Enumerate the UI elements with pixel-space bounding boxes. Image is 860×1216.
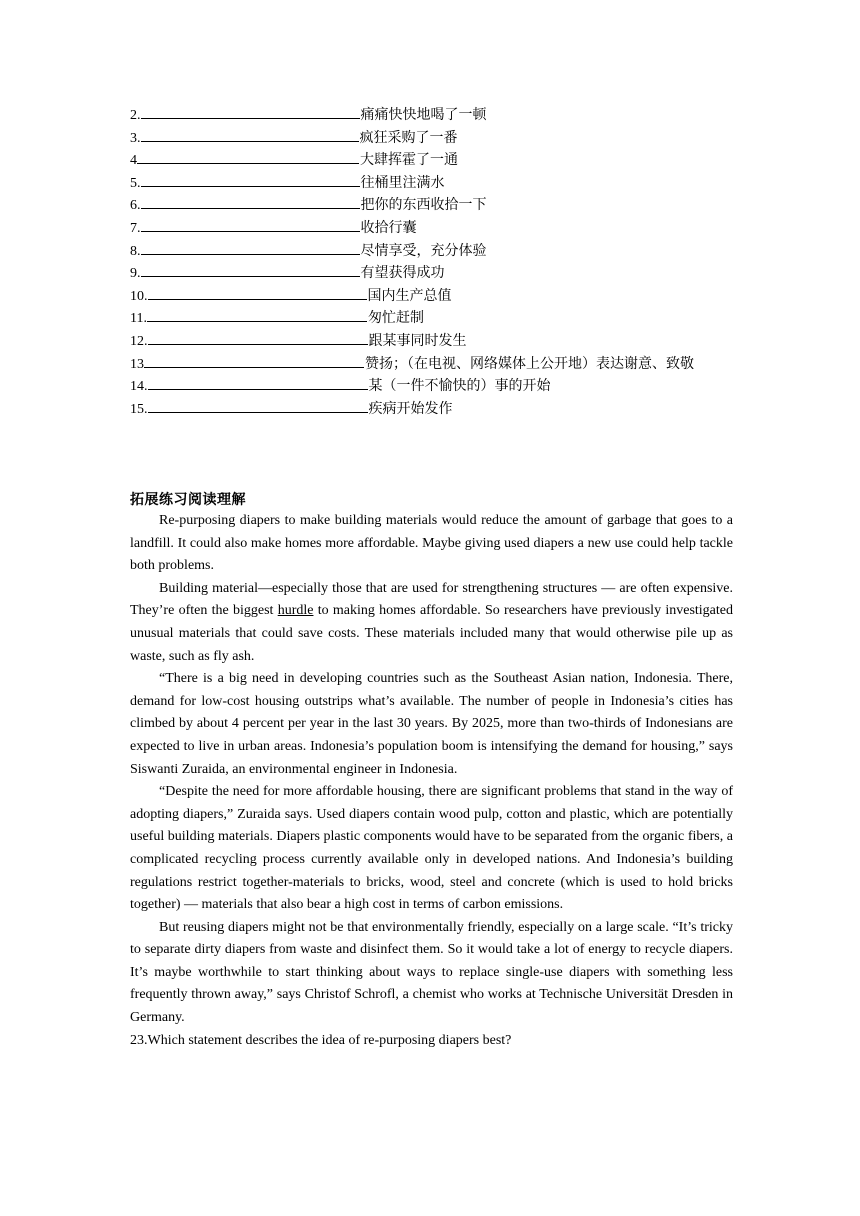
answer-blank[interactable]: [141, 172, 360, 187]
vocab-item: [130, 285, 750, 308]
item-number: 4: [130, 153, 137, 169]
vocab-item: [130, 353, 750, 376]
item-number: 11.: [130, 311, 147, 327]
answer-blank[interactable]: [141, 104, 360, 119]
paragraph: “There is a big need in developing countries such as the Southeast Asian nation, Indonesia. There, demand for low-cost housing outstrips what’s available. The number of people in Indonesia’s cities has climbed by about 4 percent per year in the last 30 years. By 2025, more than two-thirds of Indonesians are expected to live in urban areas. Indonesia’s population boom is intensifying the demand for housing,” says Siswanti Zuraida, an environmental engineer in Indonesia.: [130, 671, 733, 777]
answer-blank[interactable]: [148, 398, 368, 413]
answer-blank[interactable]: [137, 149, 359, 164]
answer-blank[interactable]: [141, 194, 360, 209]
item-meaning: 有望获得成功: [360, 266, 445, 282]
item-meaning: 疯狂采购了一番: [359, 130, 458, 146]
answer-blank[interactable]: [148, 285, 367, 300]
vocab-item: [130, 104, 750, 127]
answer-blank[interactable]: [141, 217, 360, 232]
vocab-item: [130, 262, 750, 285]
item-number: 8.: [130, 243, 141, 259]
paragraph: [130, 578, 733, 668]
answer-blank[interactable]: [141, 127, 359, 142]
item-number: 9.: [130, 266, 141, 282]
vocab-item: [130, 172, 750, 195]
item-number: 3.: [130, 130, 141, 146]
item-meaning: 大肆挥霍了一通: [360, 153, 458, 169]
section-title: 拓展练习阅读理解: [130, 492, 246, 508]
item-number: 14.: [130, 379, 148, 395]
item-number: 5.: [130, 175, 141, 191]
item-meaning: 匆忙赶制: [367, 311, 424, 327]
reading-passage: [130, 510, 733, 1052]
vocab-item: [130, 194, 750, 217]
item-meaning: 某（一件不愉快的）事的开始: [368, 379, 551, 395]
item-number: 7.: [130, 220, 141, 236]
vocab-item: [130, 217, 750, 240]
item-number: 13: [130, 356, 144, 372]
item-meaning: 尽情享受，充分体验: [360, 243, 487, 259]
item-meaning: 把你的东西收拾一下: [360, 198, 487, 214]
item-meaning: 跟某事同时发生: [368, 333, 467, 349]
vocab-item: [130, 375, 750, 398]
question-23: 23.Which statement describes the idea of re-purposing diapers best?: [130, 1032, 512, 1048]
paragraph-text: to making homes affordable. So researchers have previously investigated unusual materials that could save costs. These materials included many that would otherwise pile up as waste, such as fly ash.: [130, 603, 733, 664]
paragraph-text: Building material—especially those that are used for strengthening structures — are often expensive. They’re often the biggest: [130, 580, 733, 619]
vocab-item: [130, 307, 750, 330]
vocabulary-list: [130, 104, 750, 420]
paragraph: Re-purposing diapers to make building materials would reduce the amount of garbage that goes to a landfill. It could also make homes more affordable. Maybe giving used diapers a new use could help tackle both problems.: [130, 513, 733, 574]
item-number: 15.: [130, 401, 148, 417]
item-meaning: 往桶里注满水: [360, 175, 445, 191]
answer-blank[interactable]: [148, 330, 368, 345]
paragraph: But reusing diapers might not be that environmentally friendly, especially on a large scale. “It’s tricky to separate dirty diapers from waste and disinfect them. So it would take a lot of energy to recycle diapers. It’s maybe worthwhile to start thinking about ways to replace single-use diapers with something less frequently thrown away,” says Christof Schrofl, a chemist who works at Technische Universität Dresden in Germany.: [130, 919, 733, 1026]
item-meaning: 国内生产总值: [367, 288, 452, 304]
item-meaning: 痛痛快快地喝了一顿: [360, 108, 487, 123]
vocab-item: [130, 398, 750, 421]
item-number: 10.: [130, 288, 148, 304]
vocab-item: [130, 240, 750, 263]
item-meaning: 收拾行囊: [360, 220, 417, 236]
item-number: 6.: [130, 198, 141, 214]
item-meaning: 疾病开始发作: [368, 401, 453, 417]
item-meaning: 赞扬；（在电视、网络媒体上公开地）表达谢意、致敬: [365, 356, 694, 372]
paragraph: “Despite the need for more affordable housing, there are significant problems that stand in the way of adopting diapers,” Zuraida says. Used diapers contain wood pulp, cotton and plastic, which are potentially useful building materials. Diapers plastic components would have to be separated from the organic fibers, a complicated recycling process currently available only in developed nations. And Indonesia’s building regulations restrict together-materials to bricks, wood, steel and concrete (which is used to hold bricks together) — materials that also bear a high cost in terms of carbon emissions.: [130, 784, 733, 913]
vocab-item: [130, 330, 750, 353]
underlined-word: hurdle: [277, 603, 314, 619]
vocab-item: [130, 149, 750, 172]
answer-blank[interactable]: [148, 375, 368, 390]
answer-blank[interactable]: [141, 240, 360, 255]
answer-blank[interactable]: [147, 307, 367, 322]
item-number: 12.: [130, 333, 148, 349]
answer-blank[interactable]: [141, 262, 360, 277]
item-number: 2.: [130, 108, 141, 123]
vocab-item: [130, 127, 750, 150]
answer-blank[interactable]: [144, 353, 364, 368]
